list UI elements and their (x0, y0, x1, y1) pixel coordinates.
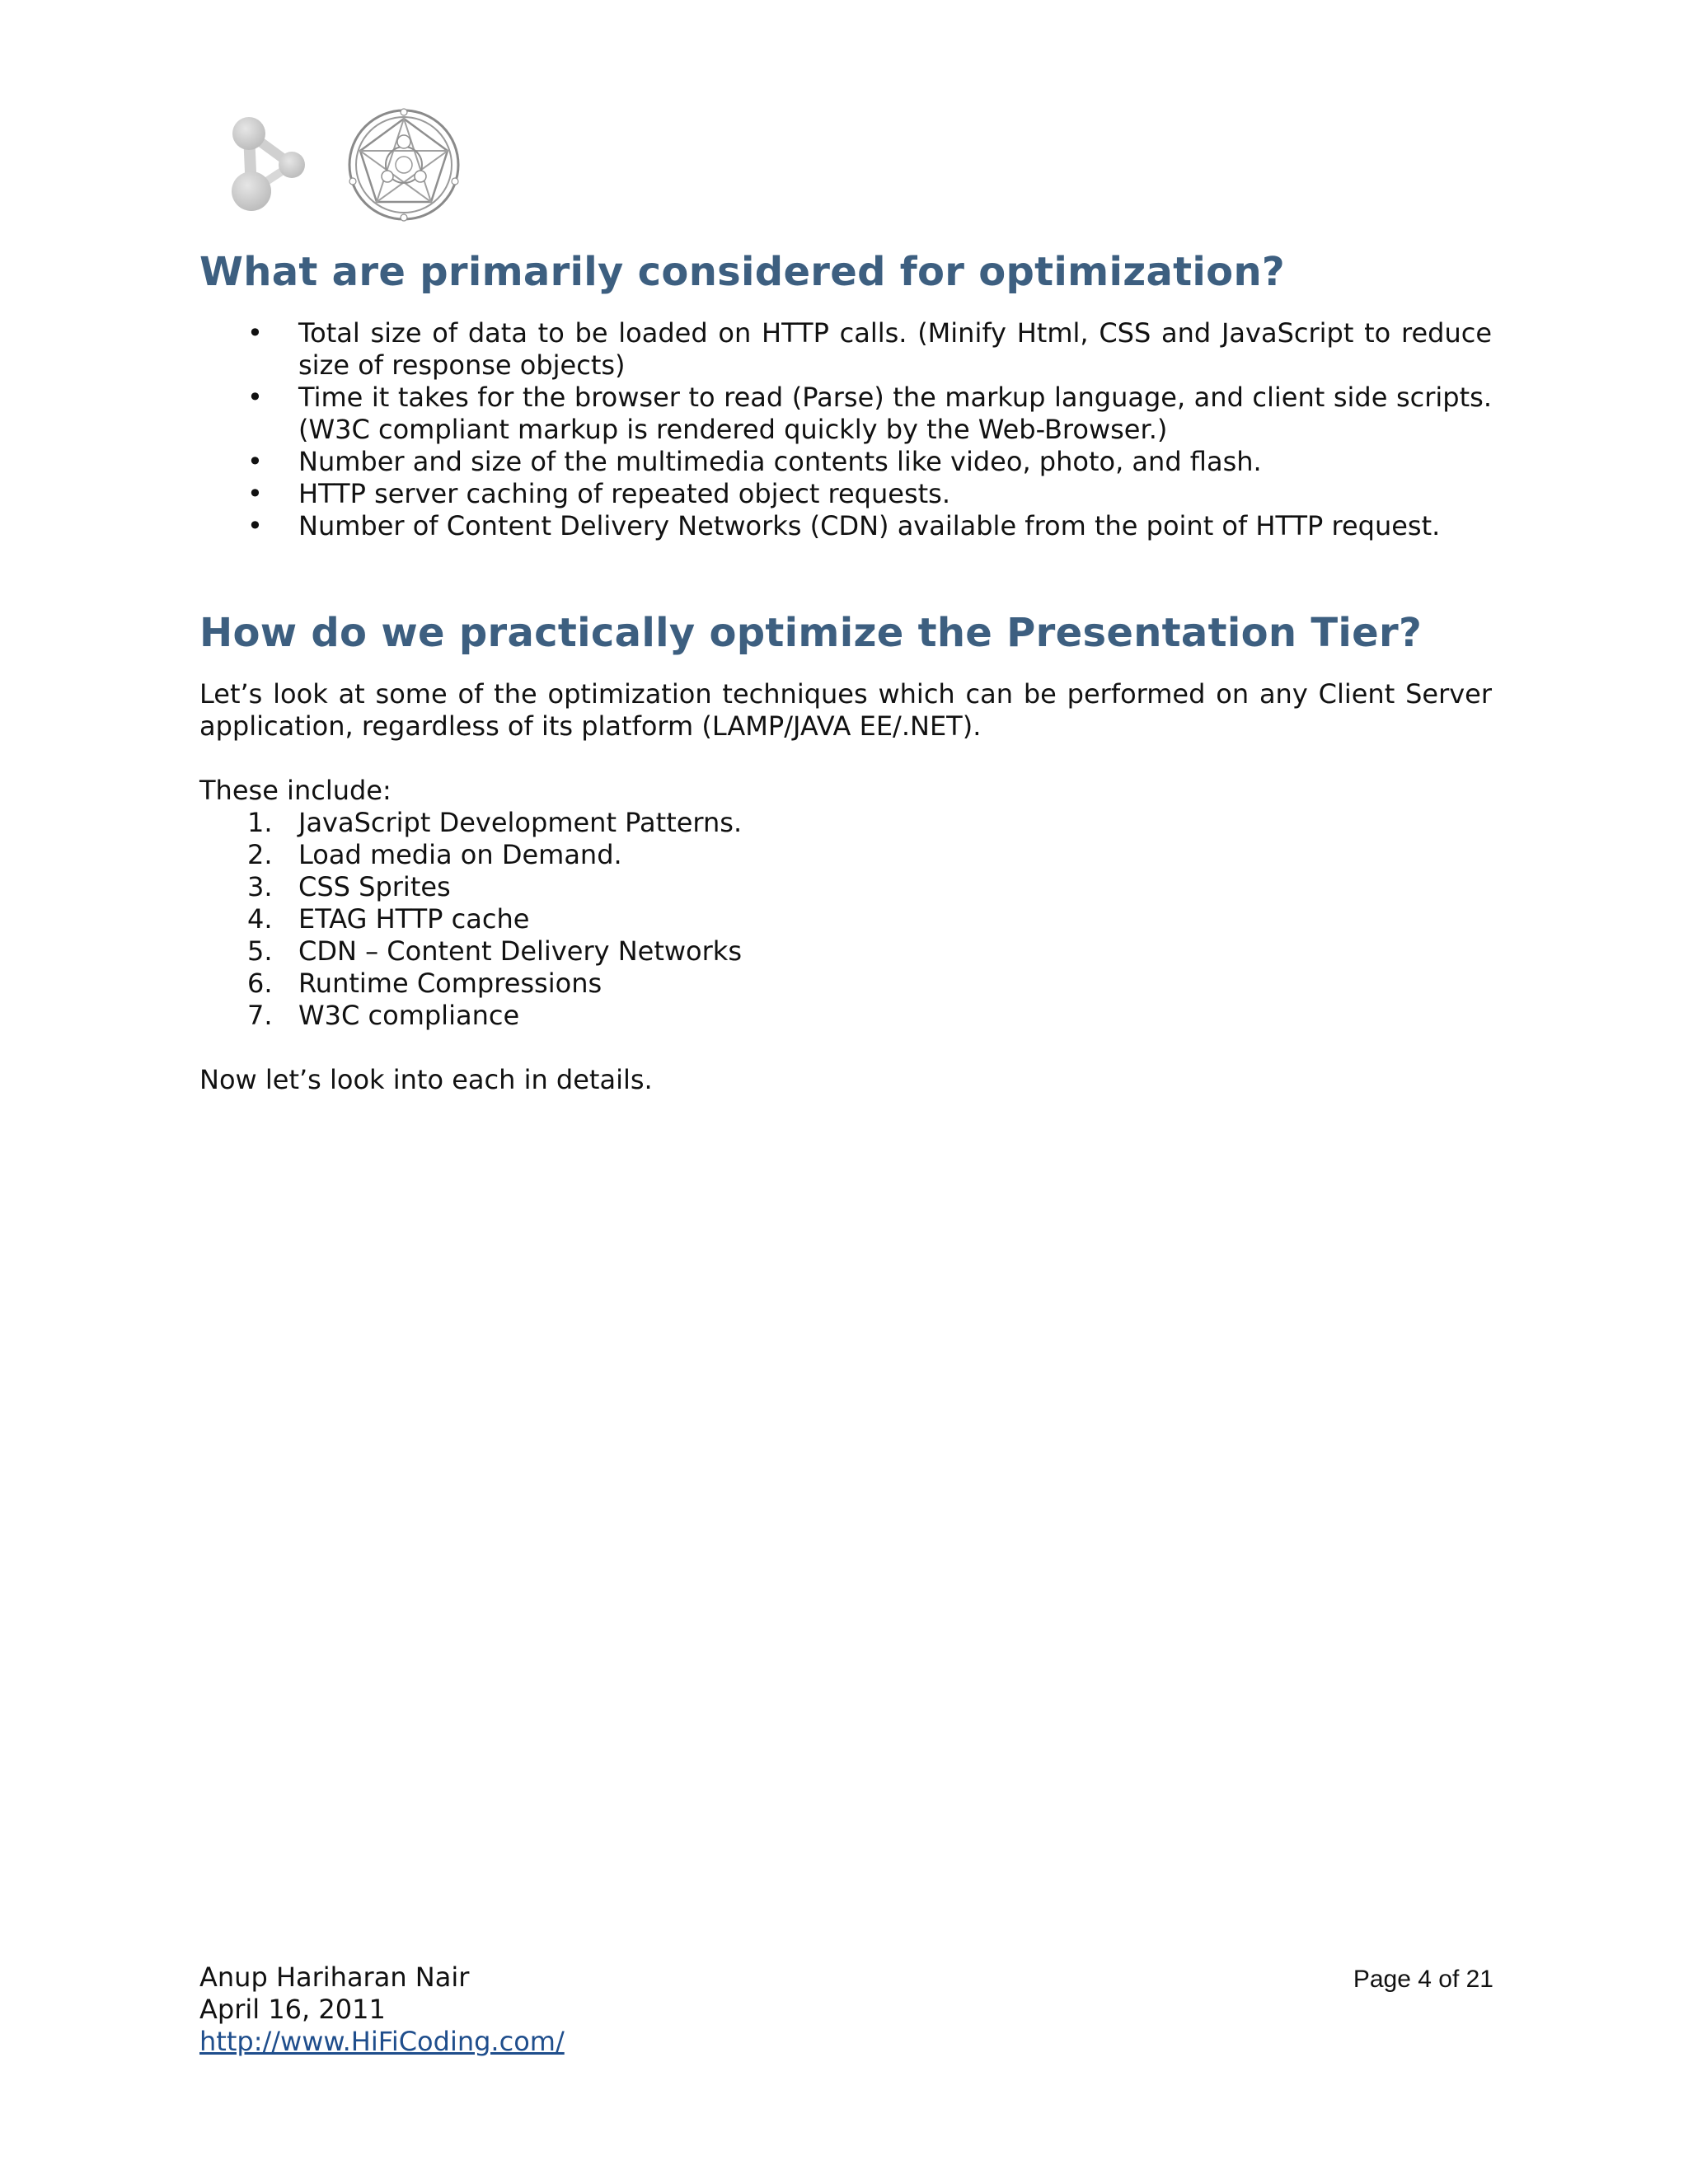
footer-author-block (199, 1961, 565, 2058)
technique-text: CSS Sprites (298, 871, 451, 902)
list-intro: These include: (199, 775, 392, 806)
footer-date: April 16, 2011 (199, 1994, 386, 2025)
bullet-text: HTTP server caching of repeated object requests. (298, 478, 951, 509)
molecule-logo-icon (223, 115, 309, 214)
footer-url-link[interactable]: http://www.HiFiCoding.com/ (199, 2026, 565, 2057)
technique-item (199, 839, 1492, 871)
bullet-item (199, 382, 1492, 446)
header-logos (223, 103, 462, 227)
bullet-item (199, 446, 1492, 478)
bullet-item (199, 478, 1492, 510)
technique-item (199, 968, 1492, 1000)
page-number: Page 4 of 21 (1353, 1966, 1493, 1993)
bullet-text: Number and size of the multimedia contents like video, photo, and flash. (298, 446, 1262, 477)
bullet-dot-icon: • (247, 478, 263, 509)
footer-author: Anup Hariharan Nair (199, 1961, 470, 1993)
technique-text: ETAG HTTP cache (298, 903, 530, 935)
technique-text: JavaScript Development Patterns. (298, 807, 743, 838)
technique-text: Load media on Demand. (298, 839, 622, 870)
optimization-factors-list (199, 317, 1492, 542)
technique-number: 2. (247, 839, 273, 870)
section-heading-presentation-tier: How do we practically optimize the Presentation Tier? (199, 610, 1423, 656)
technique-item (199, 935, 1492, 968)
technique-item (199, 903, 1492, 935)
technique-text: Runtime Compressions (298, 968, 603, 999)
intro-paragraph: Let’s look at some of the optimization techniques which can be performed on any Client Server application, regardless of its platform (LAMP/JAVA EE/.NET). (199, 678, 1492, 742)
bullet-text: Time it takes for the browser to read (Parse) the markup language, and client side scripts. (W3C compliant markup is rendered quickly by the Web-Browser.) (298, 382, 1492, 445)
pentagram-seal-icon (346, 107, 462, 223)
closing-paragraph: Now let’s look into each in details. (199, 1064, 653, 1095)
techniques-list (199, 807, 1492, 1032)
technique-number: 1. (247, 807, 273, 838)
technique-text: CDN – Content Delivery Networks (298, 935, 742, 967)
technique-number: 5. (247, 935, 273, 967)
technique-text: W3C compliance (298, 1000, 520, 1031)
bullet-item (199, 510, 1492, 542)
main-content (199, 247, 1492, 1096)
bullet-dot-icon: • (247, 446, 263, 477)
bullet-text: Total size of data to be loaded on HTTP calls. (Minify Html, CSS and JavaScript to reduce size of response objects) (298, 317, 1492, 381)
technique-item (199, 871, 1492, 903)
technique-number: 6. (247, 968, 273, 999)
bullet-item (199, 317, 1492, 382)
technique-number: 3. (247, 871, 273, 902)
bullet-dot-icon: • (247, 510, 263, 541)
technique-number: 4. (247, 903, 273, 935)
technique-item (199, 807, 1492, 839)
technique-number: 7. (247, 1000, 273, 1031)
technique-item (199, 1000, 1492, 1032)
bullet-dot-icon: • (247, 382, 263, 413)
section-heading-optimization-factors: What are primarily considered for optimization? (199, 249, 1286, 295)
bullet-dot-icon: • (247, 317, 263, 349)
bullet-text: Number of Content Delivery Networks (CDN) available from the point of HTTP request. (298, 510, 1441, 541)
